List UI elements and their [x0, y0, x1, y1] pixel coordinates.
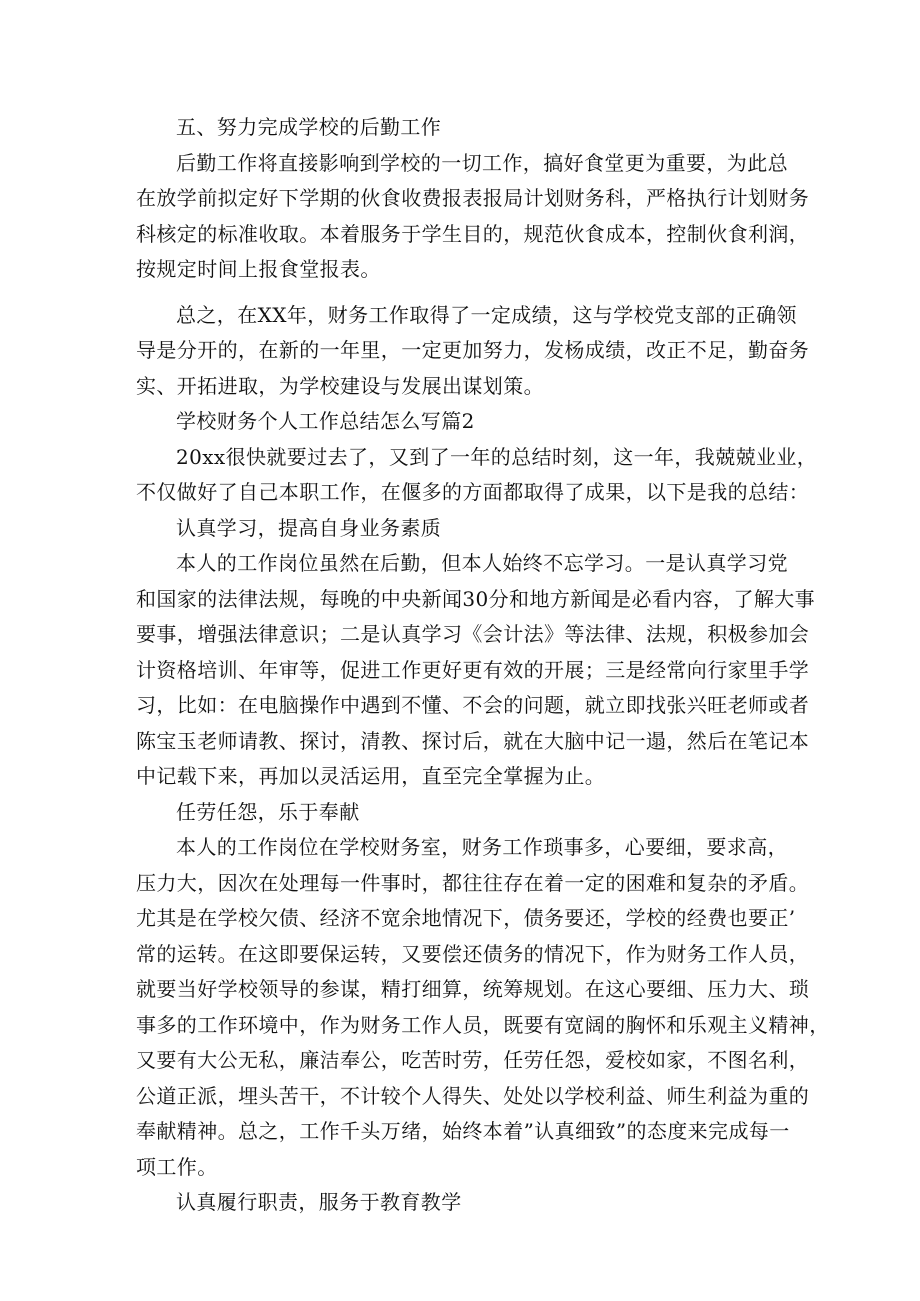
section-heading-duties — [136, 1185, 796, 1221]
text-line: 陈宝玉老师请教、探讨，清教、探讨后，就在大脑中记一遢，然后在笔记本 — [136, 728, 810, 753]
text-line: 就要当好学校领导的参谋，精打细算，统筹规划。在这心要细、压力大、琐 — [136, 977, 810, 1001]
text-line: 导是分开的，在新的一年里，一定更加努力，发杨成绩，改正不足，勤奋务 — [136, 338, 810, 362]
text-line: 习，比如：在电脑操作中遇到不懂、不会的问题，就立即找张兴旺老师或者 — [136, 693, 810, 717]
text-line: 项工作。 — [136, 1154, 218, 1179]
paragraph-dedication — [136, 830, 830, 1185]
paragraph-conclusion — [136, 298, 810, 405]
text-line: 尤其是在学校欠债、经济不宽余地情况下，债务要还，学校的经费也要正’ — [136, 906, 796, 930]
paragraph-logistics — [136, 146, 810, 288]
text-line: 按规定时间上报食堂报表。 — [136, 257, 381, 281]
text-line: 总之，在XX年，财务工作取得了一定成绩，这与学校党支部的正确领 — [176, 302, 797, 327]
text-line: 任劳任怨，乐于奉献 — [176, 799, 360, 824]
text-line: 本人的工作岗位在学校财务室，财务工作琐事多，心要细，要求高， — [176, 835, 788, 859]
text-line: 计资格培训、年审等，促进工作更好更有效的开展；三是经常向行家里手学 — [136, 657, 810, 682]
text-line: 压力大，因次在处理每一件事时，都往往存在着一定的困难和复杂的矛盾。 — [136, 870, 810, 895]
text-line: 公道正派，埋头苦干，不计较个人得失、处处以学校利益、师生利益为重的 — [136, 1083, 810, 1108]
text-line: 科核定的标准收取。本着服务于学生目的，规范伙食成本，控制伙食利润， — [136, 221, 810, 246]
section-heading-logistics — [136, 110, 796, 146]
text-line: 在放学前拟定好下学期的伙食收费报表报局计划财务科，严格执行计划财务 — [136, 186, 810, 210]
text-line: 本人的工作岗位虽然在后勤，但本人始终不忘学习。一是认真学习党 — [176, 551, 788, 575]
text-line: 学校财务个人工作总结怎么写篇2 — [176, 409, 475, 433]
text-line: 中记载下来，再加以灵活运用，直至完全掌握为止。 — [136, 764, 606, 788]
section-heading-study — [136, 511, 796, 547]
text-line: 不仅做好了自己本职工作，在偃多的方面都取得了成果，以下是我的总结： — [136, 480, 810, 504]
article-title-part2 — [136, 404, 796, 440]
document-body — [136, 110, 830, 1221]
text-line: 认真履行职责，服务于教育教学 — [176, 1190, 462, 1214]
text-line: 要事，增强法律意识；二是认真学习《会计法》等法律、法规，积极参加会 — [136, 622, 810, 646]
text-line: 奉献精神。总之，工作千头万绪，始终本着”认真细致”的态度来完成每一 — [136, 1119, 790, 1143]
text-line: 事多的工作环境中，作为财务工作人员，既要有宽阔的胸怀和乐观主义精神， — [136, 1012, 830, 1037]
text-line: 后勤工作将直接影响到学校的一切工作，搞好食堂更为重要，为此总 — [176, 150, 788, 175]
text-line: 20xx很快就要过去了，又到了一年的总结时刻，这一年，我兢兢业业， — [176, 444, 818, 469]
text-line: 五、努力完成学校的后勤工作 — [176, 115, 442, 139]
text-line: 常的运转。在这即要保运转，又要偿还债务的情况下，作为财务工作人员， — [136, 941, 810, 966]
paragraph-intro — [136, 440, 818, 511]
text-line: 又要有大公无私，廉洁奉公，吃苦时劳，任劳任怨，爱校如家，不图名利， — [136, 1048, 810, 1072]
text-line: 和国家的法律法规，每晚的中央新闻30分和地方新闻是必看内容，了解大事 — [136, 586, 816, 611]
section-heading-dedication — [136, 795, 796, 831]
paragraph-study — [136, 546, 816, 795]
text-line: 实、开拓进取，为学校建设与发展出谋划策。 — [136, 373, 544, 398]
text-line: 认真学习，提高自身业务素质 — [176, 515, 442, 540]
